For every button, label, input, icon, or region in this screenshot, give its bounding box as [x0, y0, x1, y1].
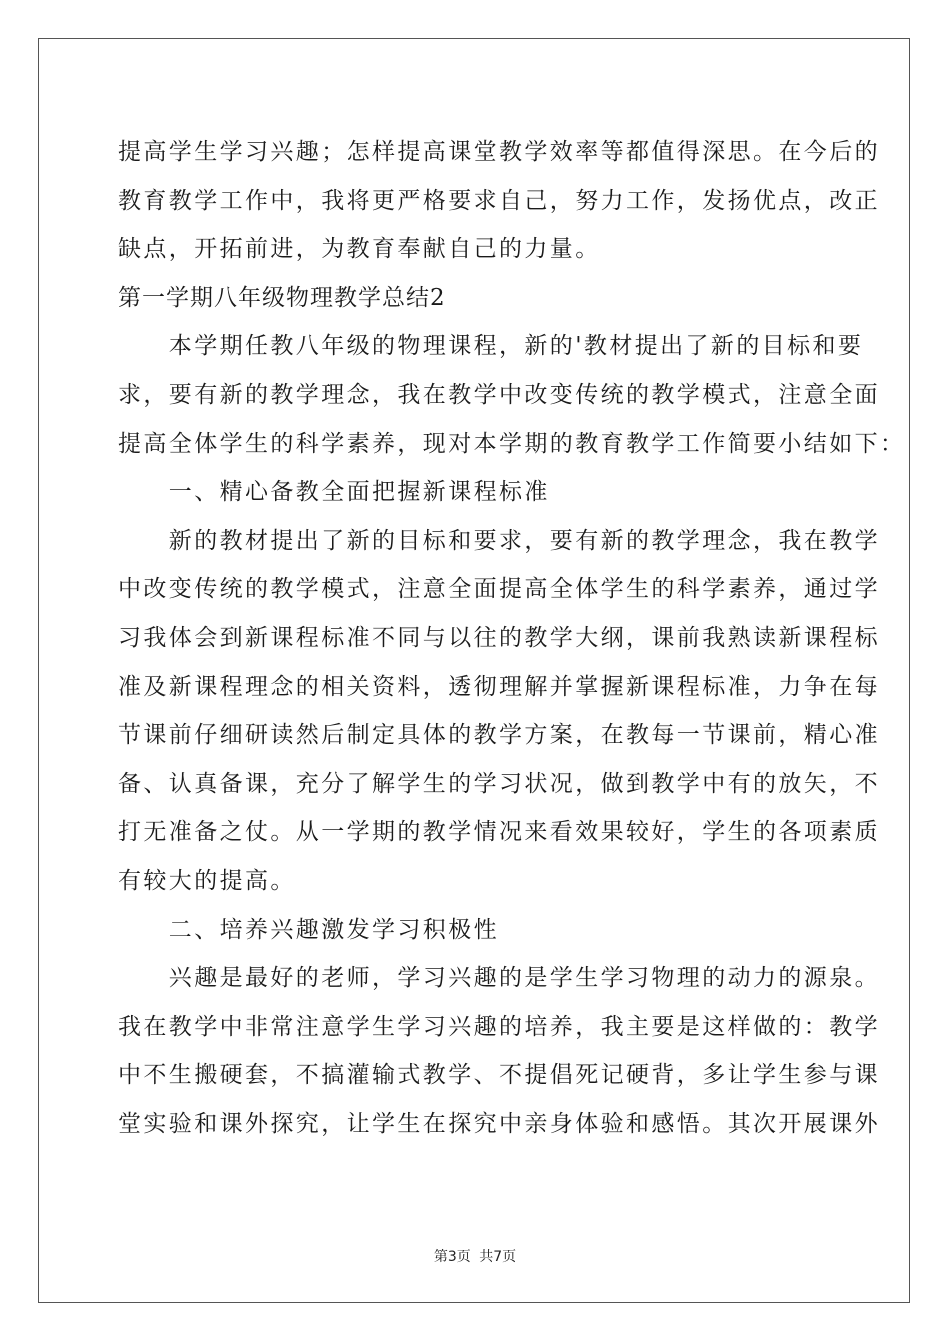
- text-line: 提高学生学习兴趣；怎样提高课堂教学效率等都值得深思。在今后的: [118, 139, 880, 165]
- text-line: 中不生搬硬套，不搞灌输式教学、不提倡死记硬背，多让学生参与课: [118, 1062, 880, 1089]
- page-number: 第3页: [433, 1249, 471, 1265]
- section-title: 第一学期八年级物理教学总结2: [118, 284, 446, 311]
- text-line: 教育教学工作中，我将更严格要求自己，努力工作，发扬优点，改正: [118, 187, 880, 214]
- text-line: 打无准备之仗。从一学期的教学情况来看效果较好，学生的各项素质: [118, 819, 880, 846]
- text-line: 准及新课程理念的相关资料，透彻理解并掌握新课程标准，力争在每: [118, 673, 880, 700]
- text-line: 缺点，开拓前进，为教育奉献自己的力量。: [118, 236, 601, 263]
- document-body: [118, 128, 906, 1148]
- page-total: 共7页: [479, 1249, 517, 1265]
- subheading: 一、精心备教全面把握新课程标准: [118, 479, 550, 506]
- page-footer: [0, 1246, 950, 1266]
- text-line: 节课前仔细研读然后制定具体的教学方案，在教每一节课前，精心准: [118, 722, 880, 749]
- text-line: 提高全体学生的科学素养，现对本学期的教育教学工作简要小结如下：: [118, 430, 906, 457]
- text-line: 备、认真备课，充分了解学生的学习状况，做到教学中有的放矢，不: [118, 770, 880, 797]
- text-line: 本学期任教八年级的物理课程，新的'教材提出了新的目标和要: [118, 333, 864, 360]
- text-line: 习我体会到新课程标准不同与以往的教学大纲，课前我熟读新课程标: [118, 624, 880, 651]
- text-line: 兴趣是最好的老师，学习兴趣的是学生学习物理的动力的源泉。: [118, 965, 880, 992]
- text-line: 有较大的提高。: [118, 867, 296, 894]
- subheading: 二、培养兴趣激发学习积极性: [118, 916, 499, 943]
- text-line: 堂实验和课外探究，让学生在探究中亲身体验和感悟。其次开展课外: [118, 1110, 880, 1137]
- text-line: 中改变传统的教学模式，注意全面提高全体学生的科学素养，通过学: [118, 576, 880, 603]
- text-line: 新的教材提出了新的目标和要求，要有新的教学理念，我在教学: [118, 527, 880, 554]
- text-line: 我在教学中非常注意学生学习兴趣的培养，我主要是这样做的：教学: [118, 1013, 880, 1040]
- text-line: 求，要有新的教学理念，我在教学中改变传统的教学模式，注意全面: [118, 381, 880, 408]
